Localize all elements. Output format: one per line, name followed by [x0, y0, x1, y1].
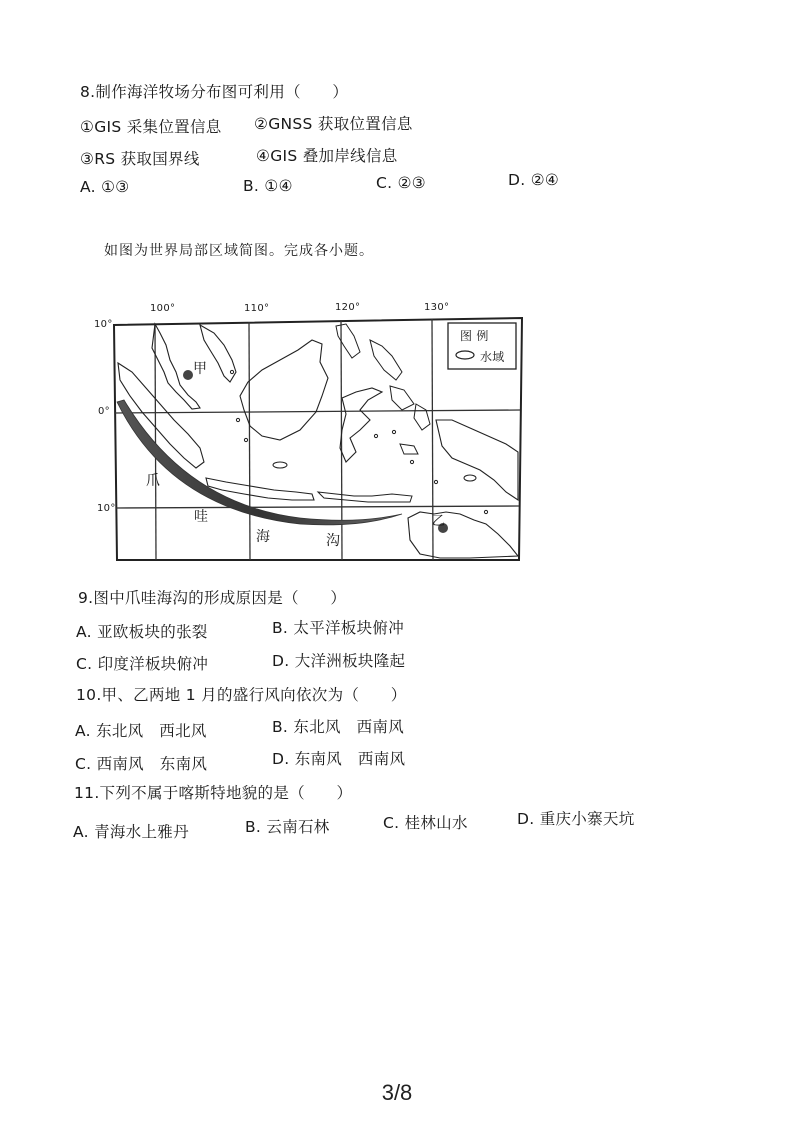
- trench-label-char-2: 哇: [194, 509, 209, 525]
- q9-stem: 9.图中爪哇海沟的形成原因是（ ）: [78, 589, 347, 607]
- q9-option-b: B. 太平洋板块俯冲: [272, 619, 404, 637]
- q11-option-b: B. 云南石林: [245, 818, 330, 836]
- trench-label-char-3: 海: [256, 529, 271, 545]
- place-label-jia: 甲: [193, 361, 208, 377]
- q8-item-1: ①GIS 采集位置信息: [80, 118, 222, 136]
- q8-option-d: D. ②④: [508, 171, 560, 189]
- q11-stem: 11.下列不属于喀斯特地貌的是（ ）: [74, 784, 353, 802]
- lon-label-110: 110°: [244, 303, 270, 314]
- land-borneo: [240, 340, 328, 440]
- water-lake: [464, 475, 476, 481]
- q8-item-3: ③RS 获取国界线: [80, 150, 200, 168]
- land-lesser-sunda: [318, 492, 412, 502]
- land-philippines: [336, 324, 414, 410]
- q8-option-b: B. ①④: [243, 177, 293, 195]
- meridian-110: [249, 322, 250, 560]
- q10-stem: 10.甲、乙两地 1 月的盛行风向依次为（ ）: [76, 686, 407, 704]
- q8-stem: 8.制作海洋牧场分布图可利用（ ）: [80, 83, 349, 101]
- q10-option-b: B. 东北风 西南风: [272, 718, 404, 736]
- land-australia-north: [408, 512, 518, 558]
- q8-option-c: C. ②③: [376, 174, 426, 192]
- q10-option-d: D. 东南风 西南风: [272, 750, 406, 768]
- lat-label-10n: 10°: [94, 319, 113, 330]
- lat-label-0: 0°: [98, 406, 110, 417]
- parallel-0: [115, 410, 520, 413]
- location-jia-marker: [183, 370, 193, 380]
- q9-option-c: C. 印度洋板块俯冲: [76, 655, 209, 673]
- lon-label-120: 120°: [335, 302, 361, 313]
- legend-title: 图 例: [460, 329, 489, 343]
- page-number: 3/8: [381, 1080, 413, 1105]
- meridian-100: [155, 324, 156, 560]
- water-lake: [273, 462, 287, 468]
- lat-label-10s: 10°: [97, 503, 116, 514]
- parallel-10s: [116, 506, 519, 508]
- map-intro: 如图为世界局部区域简图。完成各小题。: [104, 243, 374, 259]
- q10-option-a: A. 东北风 西北风: [75, 722, 207, 740]
- lon-label-100: 100°: [150, 303, 176, 314]
- q10-option-c: C. 西南风 东南风: [75, 755, 208, 773]
- q8-item-2: ②GNSS 获取位置信息: [254, 115, 413, 133]
- place-label-yi: 乙: [432, 514, 446, 529]
- q11-option-c: C. 桂林山水: [383, 814, 468, 832]
- q11-option-d: D. 重庆小寨天坑: [517, 810, 635, 828]
- q8-item-4: ④GIS 叠加岸线信息: [256, 147, 398, 165]
- trench-label-char-4: 沟: [326, 533, 341, 549]
- q8-option-a: A. ①③: [80, 178, 130, 196]
- trench-label-char-1: 爪: [146, 473, 161, 489]
- q9-option-a: A. 亚欧板块的张裂: [76, 623, 208, 641]
- land-sulawesi: [340, 388, 382, 462]
- legend-item-label: 水域: [480, 350, 505, 364]
- lon-label-130: 130°: [424, 302, 450, 313]
- q11-option-a: A. 青海水上雅丹: [73, 823, 189, 841]
- q9-option-d: D. 大洋洲板块隆起: [272, 652, 406, 670]
- land-new-guinea: [436, 420, 518, 500]
